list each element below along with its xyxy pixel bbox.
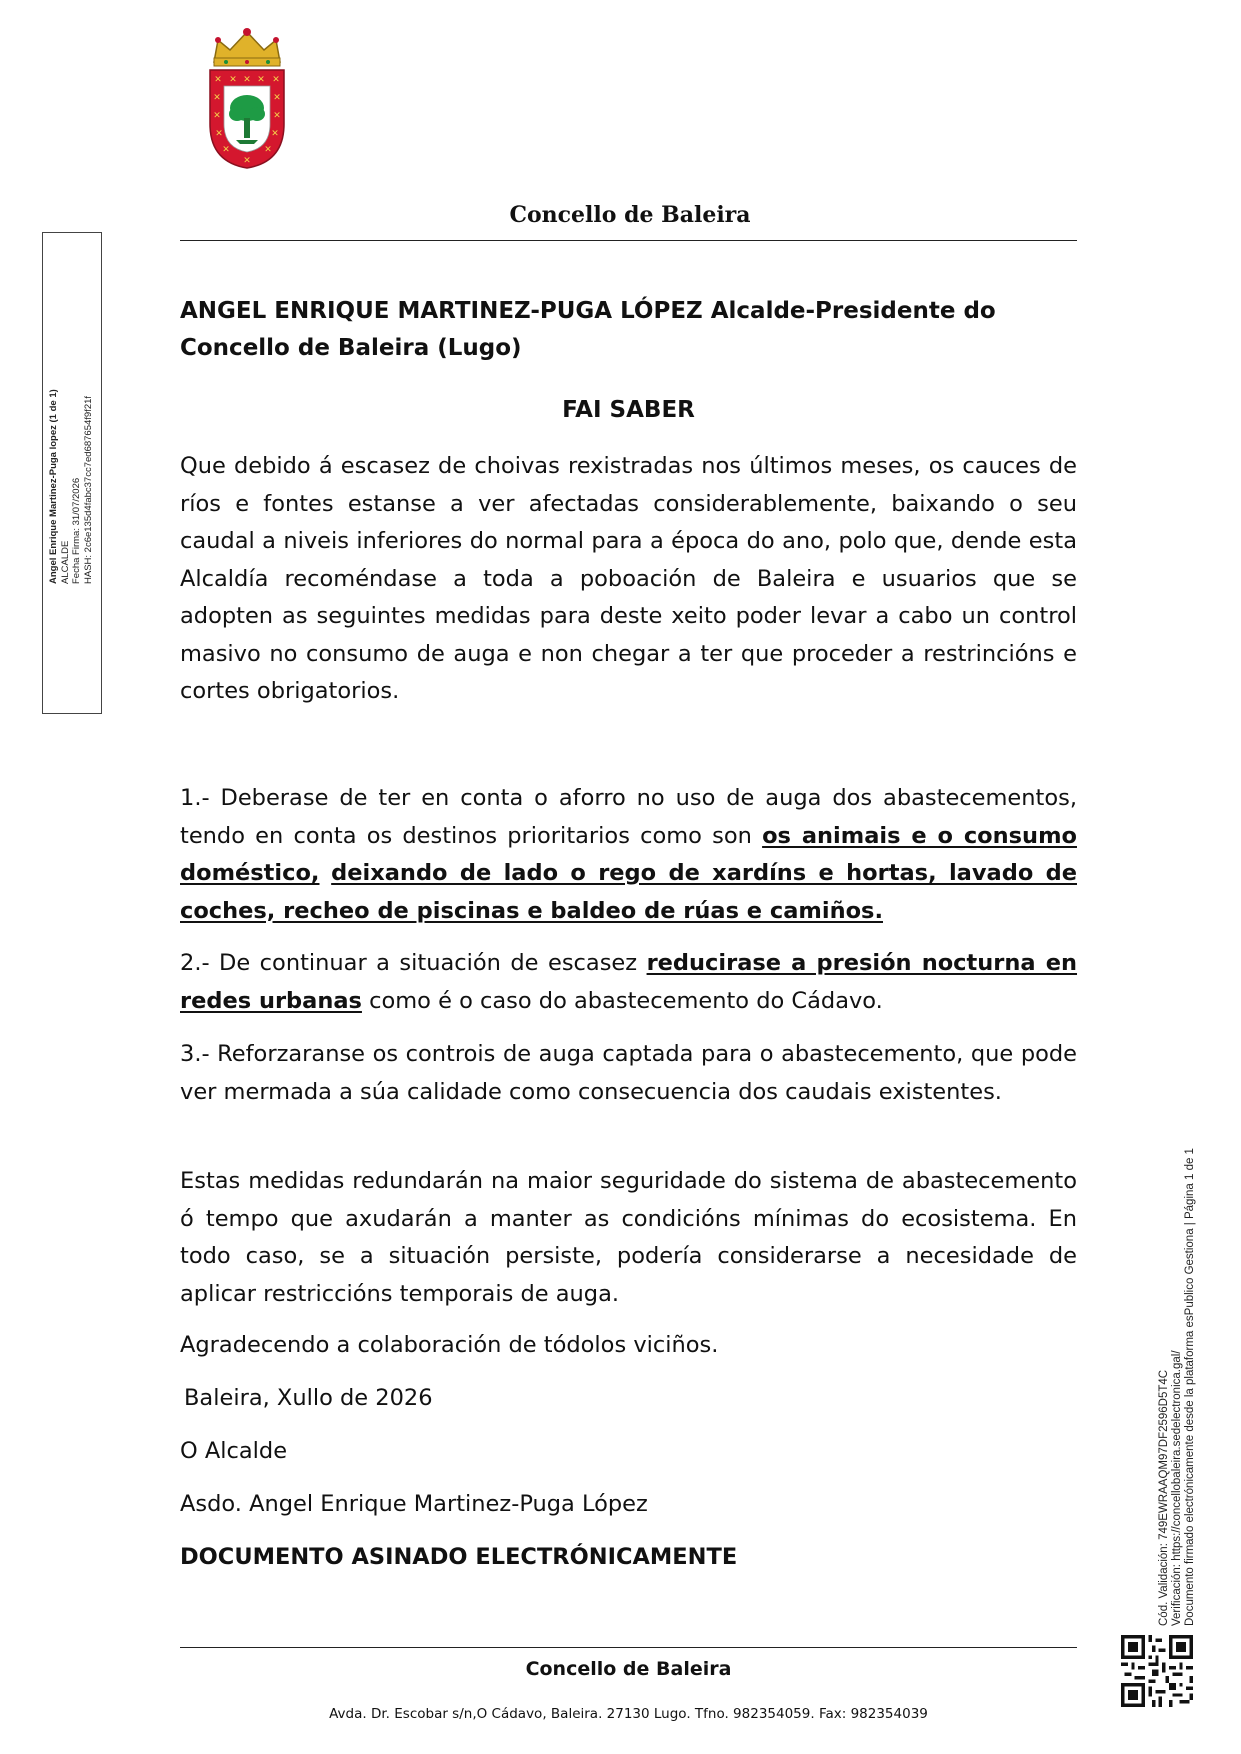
svg-text:✕: ✕	[222, 145, 230, 155]
signature-date-line: Fecha Firma: 31/07/2026	[71, 477, 82, 584]
measure-2-text-b: como é o caso do abastecemento do Cádavo.	[361, 987, 883, 1014]
signed-notice: DOCUMENTO ASINADO ELECTRÓNICAMENTE	[180, 1544, 738, 1570]
measure-1-emphasis-a: os animais e o consumo doméstico,	[180, 822, 1077, 886]
svg-text:✕: ✕	[213, 93, 221, 103]
conclusion-paragraph: Estas medidas redundarán na maior seguridade do sistema de abastecemento ó tempo que axudarán a manter as condicións mínimas do ecosistema. En todo caso, se a situación persiste, podería considerarse a necesidade de aplicar restriccións temporais de auga.	[180, 1168, 1077, 1307]
platform-line: Documento firmado electrónicamente desde la plataforma esPublico Gestiona | Página 1 de 1	[1184, 1148, 1196, 1626]
measure-item-3: 3.- Reforzaranse os controis de auga captada para o abastecemento, que pode ver mermada a súa calidade como consecuencia dos caudais existentes.	[180, 1041, 1077, 1105]
svg-text:✕: ✕	[214, 75, 222, 85]
svg-text:✕: ✕	[257, 75, 265, 85]
svg-text:✕: ✕	[243, 156, 251, 166]
thanks-line: Agradecendo a colaboración de tódolos viciños.	[180, 1332, 719, 1358]
place-date-line: Baleira, Xullo de 2026	[184, 1385, 433, 1411]
svg-text:✕: ✕	[213, 111, 221, 121]
verification-text	[1158, 1148, 1197, 1626]
signature-stamp	[48, 384, 94, 584]
qr-code-icon	[1121, 1635, 1193, 1707]
verification-url-line: Verificación: https://concellobaleira.sedelectronica.gal/	[1171, 1350, 1183, 1626]
municipal-crest-icon	[204, 24, 290, 170]
measure-1-text: 1.- Deberase de ter en conta o aforro no uso de auga dos abastecementos, tendo en conta os destinos prioritarios como son	[180, 785, 1077, 849]
svg-text:✕: ✕	[271, 129, 279, 139]
svg-text:✕: ✕	[273, 111, 281, 121]
signature-name-line: Angel Enrique Martinez-Puga lopez (1 de 1)	[48, 389, 59, 584]
svg-text:✕: ✕	[243, 75, 251, 85]
measure-item-2	[180, 945, 1077, 1020]
measure-2-emphasis: reducirase a presión nocturna en redes urbanas	[180, 950, 1078, 1014]
signature-hash-line: HASH: 2c6e135d4fabc37cc7ed687654f9f21f	[82, 395, 94, 584]
svg-text:✕: ✕	[264, 145, 272, 155]
measure-2-text-a: 2.- De continuar a situación de escasez	[180, 950, 647, 976]
measure-1-emphasis-b: deixando de lado o rego de xardíns e hortas, lavado de coches, recheo de piscinas e baldeo de rúas e camiños.	[180, 860, 1077, 924]
intro-paragraph: Que debido á escasez de choivas rexistradas nos últimos meses, os cauces de ríos e fontes estanse a ver afectadas considerablemente, baixando o seu caudal a niveis inferiores do normal para a época do ano, polo que, dende esta Alcaldía recoméndase a toda a poboación de Baleira e usuarios que se adopten as seguintes medidas para deste xeito poder levar a cabo un control masivo no consumo de auga e non chegar a ter que proceder a restrincións e cortes obrigatorios.	[180, 453, 1077, 704]
svg-text:✕: ✕	[229, 75, 237, 85]
signer-name: Asdo. Angel Enrique Martinez-Puga López	[180, 1491, 648, 1517]
document-heading: ANGEL ENRIQUE MARTINEZ-PUGA LÓPEZ Alcalde-Presidente do Concello de Baleira (Lugo)	[180, 298, 996, 361]
svg-text:✕: ✕	[272, 75, 280, 85]
header-divider	[180, 240, 1077, 241]
footer-title: Concello de Baleira	[525, 1658, 732, 1680]
signature-role-line: ALCALDE	[59, 540, 71, 584]
validation-code-line: Cód. Validación: 749EWRAAQM97DF2596D5T4C	[1158, 1369, 1170, 1626]
header-title: Concello de Baleira	[509, 202, 751, 228]
measure-item-1	[180, 780, 1077, 930]
svg-text:✕: ✕	[273, 93, 281, 103]
footer-address: Avda. Dr. Escobar s/n,O Cádavo, Baleira. 27130 Lugo. Tfno. 982354059. Fax: 982354039	[329, 1706, 928, 1722]
signer-title: O Alcalde	[180, 1438, 288, 1464]
fai-saber-title: FAI SABER	[562, 397, 695, 423]
svg-text:✕: ✕	[215, 129, 223, 139]
footer-divider	[180, 1647, 1077, 1648]
